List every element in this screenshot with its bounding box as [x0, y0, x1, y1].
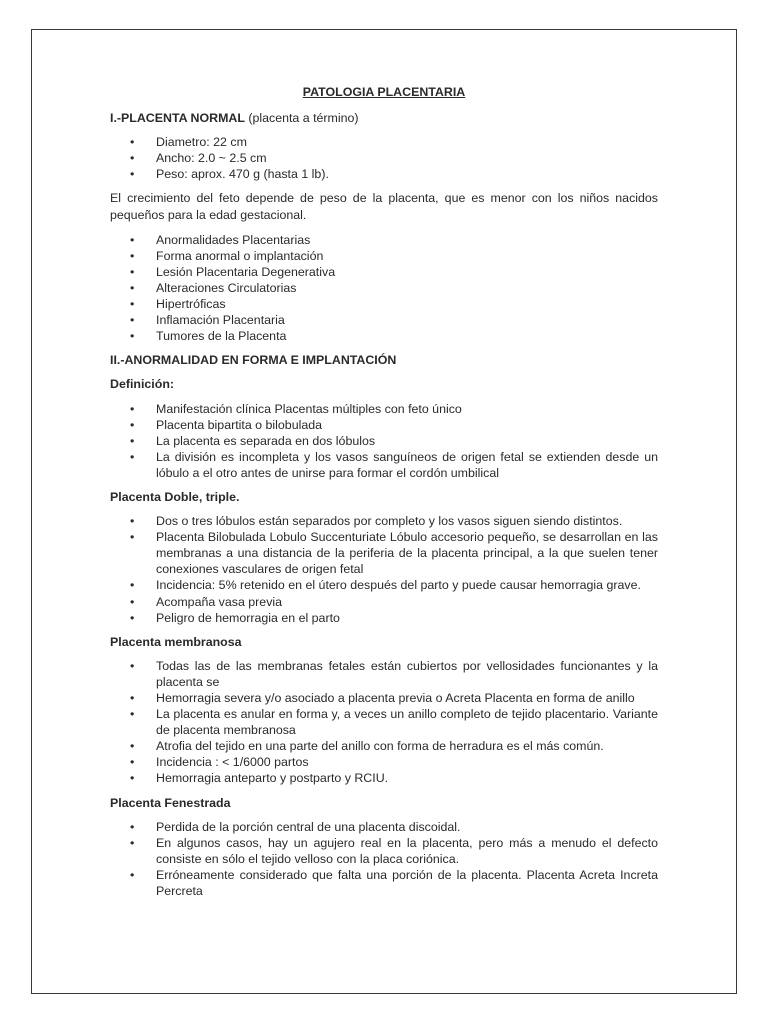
bullet-icon: • [130, 867, 135, 882]
normal-placenta-list [110, 134, 658, 182]
list-item-text: Todas las de las membranas fetales están cubiertos por vellosidades funcionantes y la placenta se [156, 658, 658, 689]
list-item-text: Diametro: 22 cm [156, 135, 247, 150]
document-body [110, 84, 658, 907]
list-item-text: Alteraciones Circulatorias [156, 280, 297, 295]
list-item-text: En algunos casos, hay un agujero real en la placenta, pero más a menudo el defecto consiste en sólo el tejido velloso con la placa coriónica. [156, 835, 658, 866]
bullet-icon: • [130, 707, 135, 722]
list-item [110, 706, 658, 738]
list-item [110, 513, 658, 529]
list-item [110, 529, 658, 577]
list-item [110, 738, 658, 754]
section-1-heading [110, 110, 658, 126]
section-2-heading: II.-ANORMALIDAD EN FORMA E IMPLANTACIÓN [110, 353, 397, 368]
list-item-text: Placenta bipartita o bilobulada [156, 417, 323, 432]
section-1-heading-bold: I.-PLACENTA NORMAL [110, 111, 245, 126]
list-item [110, 770, 658, 786]
list-item [110, 328, 658, 344]
bullet-icon: • [130, 248, 135, 263]
list-item [110, 248, 658, 264]
list-item-text: Erróneamente considerado que falta una porción de la placenta. Placenta Acreta Increta Percreta [156, 867, 658, 899]
list-item-text: Peso: aprox. 470 g (hasta 1 lb). [156, 167, 329, 182]
list-item-text: Tumores de la Placenta [156, 329, 287, 344]
bullet-icon: • [130, 594, 135, 609]
list-item-text: Lesión Placentaria Degenerativa [156, 264, 336, 279]
list-item [110, 690, 658, 706]
list-item-text: Incidencia : < 1/6000 partos [156, 755, 309, 770]
double-placenta-heading: Placenta Doble, triple. [110, 489, 240, 504]
list-item-text: Acompaña vasa previa [156, 594, 283, 609]
bullet-icon: • [130, 329, 135, 344]
list-item [110, 867, 658, 899]
double-placenta-list [110, 513, 658, 626]
list-item-text: Forma anormal o implantación [156, 248, 324, 263]
document-title: PATOLOGIA PLACENTARIA [302, 85, 466, 99]
bullet-icon: • [130, 264, 135, 279]
bullet-icon: • [130, 835, 135, 850]
bullet-icon: • [130, 658, 135, 673]
list-item-text: Atrofia del tejido en una parte del anillo con forma de herradura es el más común. [156, 739, 604, 754]
list-item-text: La placenta es anular en forma y, a veces un anillo completo de tejido placentario. Variante de placenta membranosa [156, 707, 658, 738]
bullet-icon: • [130, 232, 135, 247]
list-item [110, 577, 658, 593]
fenestrated-placenta-heading: Placenta Fenestrada [110, 795, 231, 810]
bullet-icon: • [130, 755, 135, 770]
list-item-text: Incidencia: 5% retenido en el útero después del parto y puede causar hemorragia grave. [156, 578, 641, 593]
bullet-icon: • [130, 151, 135, 166]
list-item [110, 610, 658, 626]
list-item-text: Hipertróficas [156, 297, 226, 312]
growth-paragraph: El crecimiento del feto depende de peso de la placenta, que es menor con los niños nacidos pequeños para la edad gestacional. [110, 191, 658, 222]
list-item-text: Manifestación clínica Placentas múltiples con feto único [156, 401, 462, 416]
list-item [110, 401, 658, 417]
list-item-text: Peligro de hemorragia en el parto [156, 610, 340, 625]
bullet-icon: • [130, 167, 135, 182]
bullet-icon: • [130, 135, 135, 150]
bullet-icon: • [130, 313, 135, 328]
list-item [110, 449, 658, 481]
bullet-icon: • [130, 739, 135, 754]
list-item-text: Ancho: 2.0 ~ 2.5 cm [156, 151, 267, 166]
list-item [110, 433, 658, 449]
definition-heading: Definición: [110, 377, 175, 392]
list-item [110, 594, 658, 610]
list-item [110, 417, 658, 433]
list-item-text: Perdida de la porción central de una placenta discoidal. [156, 819, 461, 834]
bullet-icon: • [130, 514, 135, 529]
bullet-icon: • [130, 401, 135, 416]
list-item-text: La placenta es separada en dos lóbulos [156, 433, 376, 448]
bullet-icon: • [130, 449, 135, 464]
list-item [110, 819, 658, 835]
list-item [110, 835, 658, 867]
list-item-text: La división es incompleta y los vasos sanguíneos de origen fetal se extienden desde un lóbulo a el otro antes de unirse para formar el cordón umbilical [156, 449, 658, 480]
bullet-icon: • [130, 530, 135, 545]
list-item-text: Dos o tres lóbulos están separados por completo y los vasos siguen siendo distintos. [156, 514, 623, 529]
pathology-categories-list [110, 232, 658, 345]
list-item-text: Inflamación Placentaria [156, 313, 285, 328]
bullet-icon: • [130, 417, 135, 432]
bullet-icon: • [130, 578, 135, 593]
list-item [110, 166, 658, 182]
list-item-text: Anormalidades Placentarias [156, 232, 311, 247]
section-1-heading-subtitle: (placenta a término) [244, 111, 359, 126]
bullet-icon: • [130, 691, 135, 705]
list-item-text: Placenta Bilobulada Lobulo Succenturiate Lóbulo accesorio pequeño, se desarrollan en las membranas a una distancia de la periferia de la placenta principal, a la que suelen tener conexiones vasculares de origen fetal [156, 530, 658, 577]
membranous-placenta-list [110, 658, 658, 787]
list-item [110, 296, 658, 312]
fenestrated-placenta-list [110, 819, 658, 899]
list-item [110, 754, 658, 770]
list-item [110, 150, 658, 166]
list-item-text: Hemorragia severa y/o asociado a placenta previa o Acreta Placenta en forma de anillo [156, 691, 635, 705]
bullet-icon: • [130, 297, 135, 312]
bullet-icon: • [130, 280, 135, 295]
list-item-text: Hemorragia anteparto y postparto y RCIU. [156, 771, 389, 786]
bullet-icon: • [130, 433, 135, 448]
list-item [110, 312, 658, 328]
definition-list [110, 401, 658, 481]
list-item [110, 264, 658, 280]
bullet-icon: • [130, 771, 135, 786]
membranous-placenta-heading: Placenta membranosa [110, 634, 242, 649]
list-item [110, 658, 658, 690]
list-item [110, 280, 658, 296]
bullet-icon: • [130, 819, 135, 834]
bullet-icon: • [130, 610, 135, 625]
list-item [110, 232, 658, 248]
list-item [110, 134, 658, 150]
